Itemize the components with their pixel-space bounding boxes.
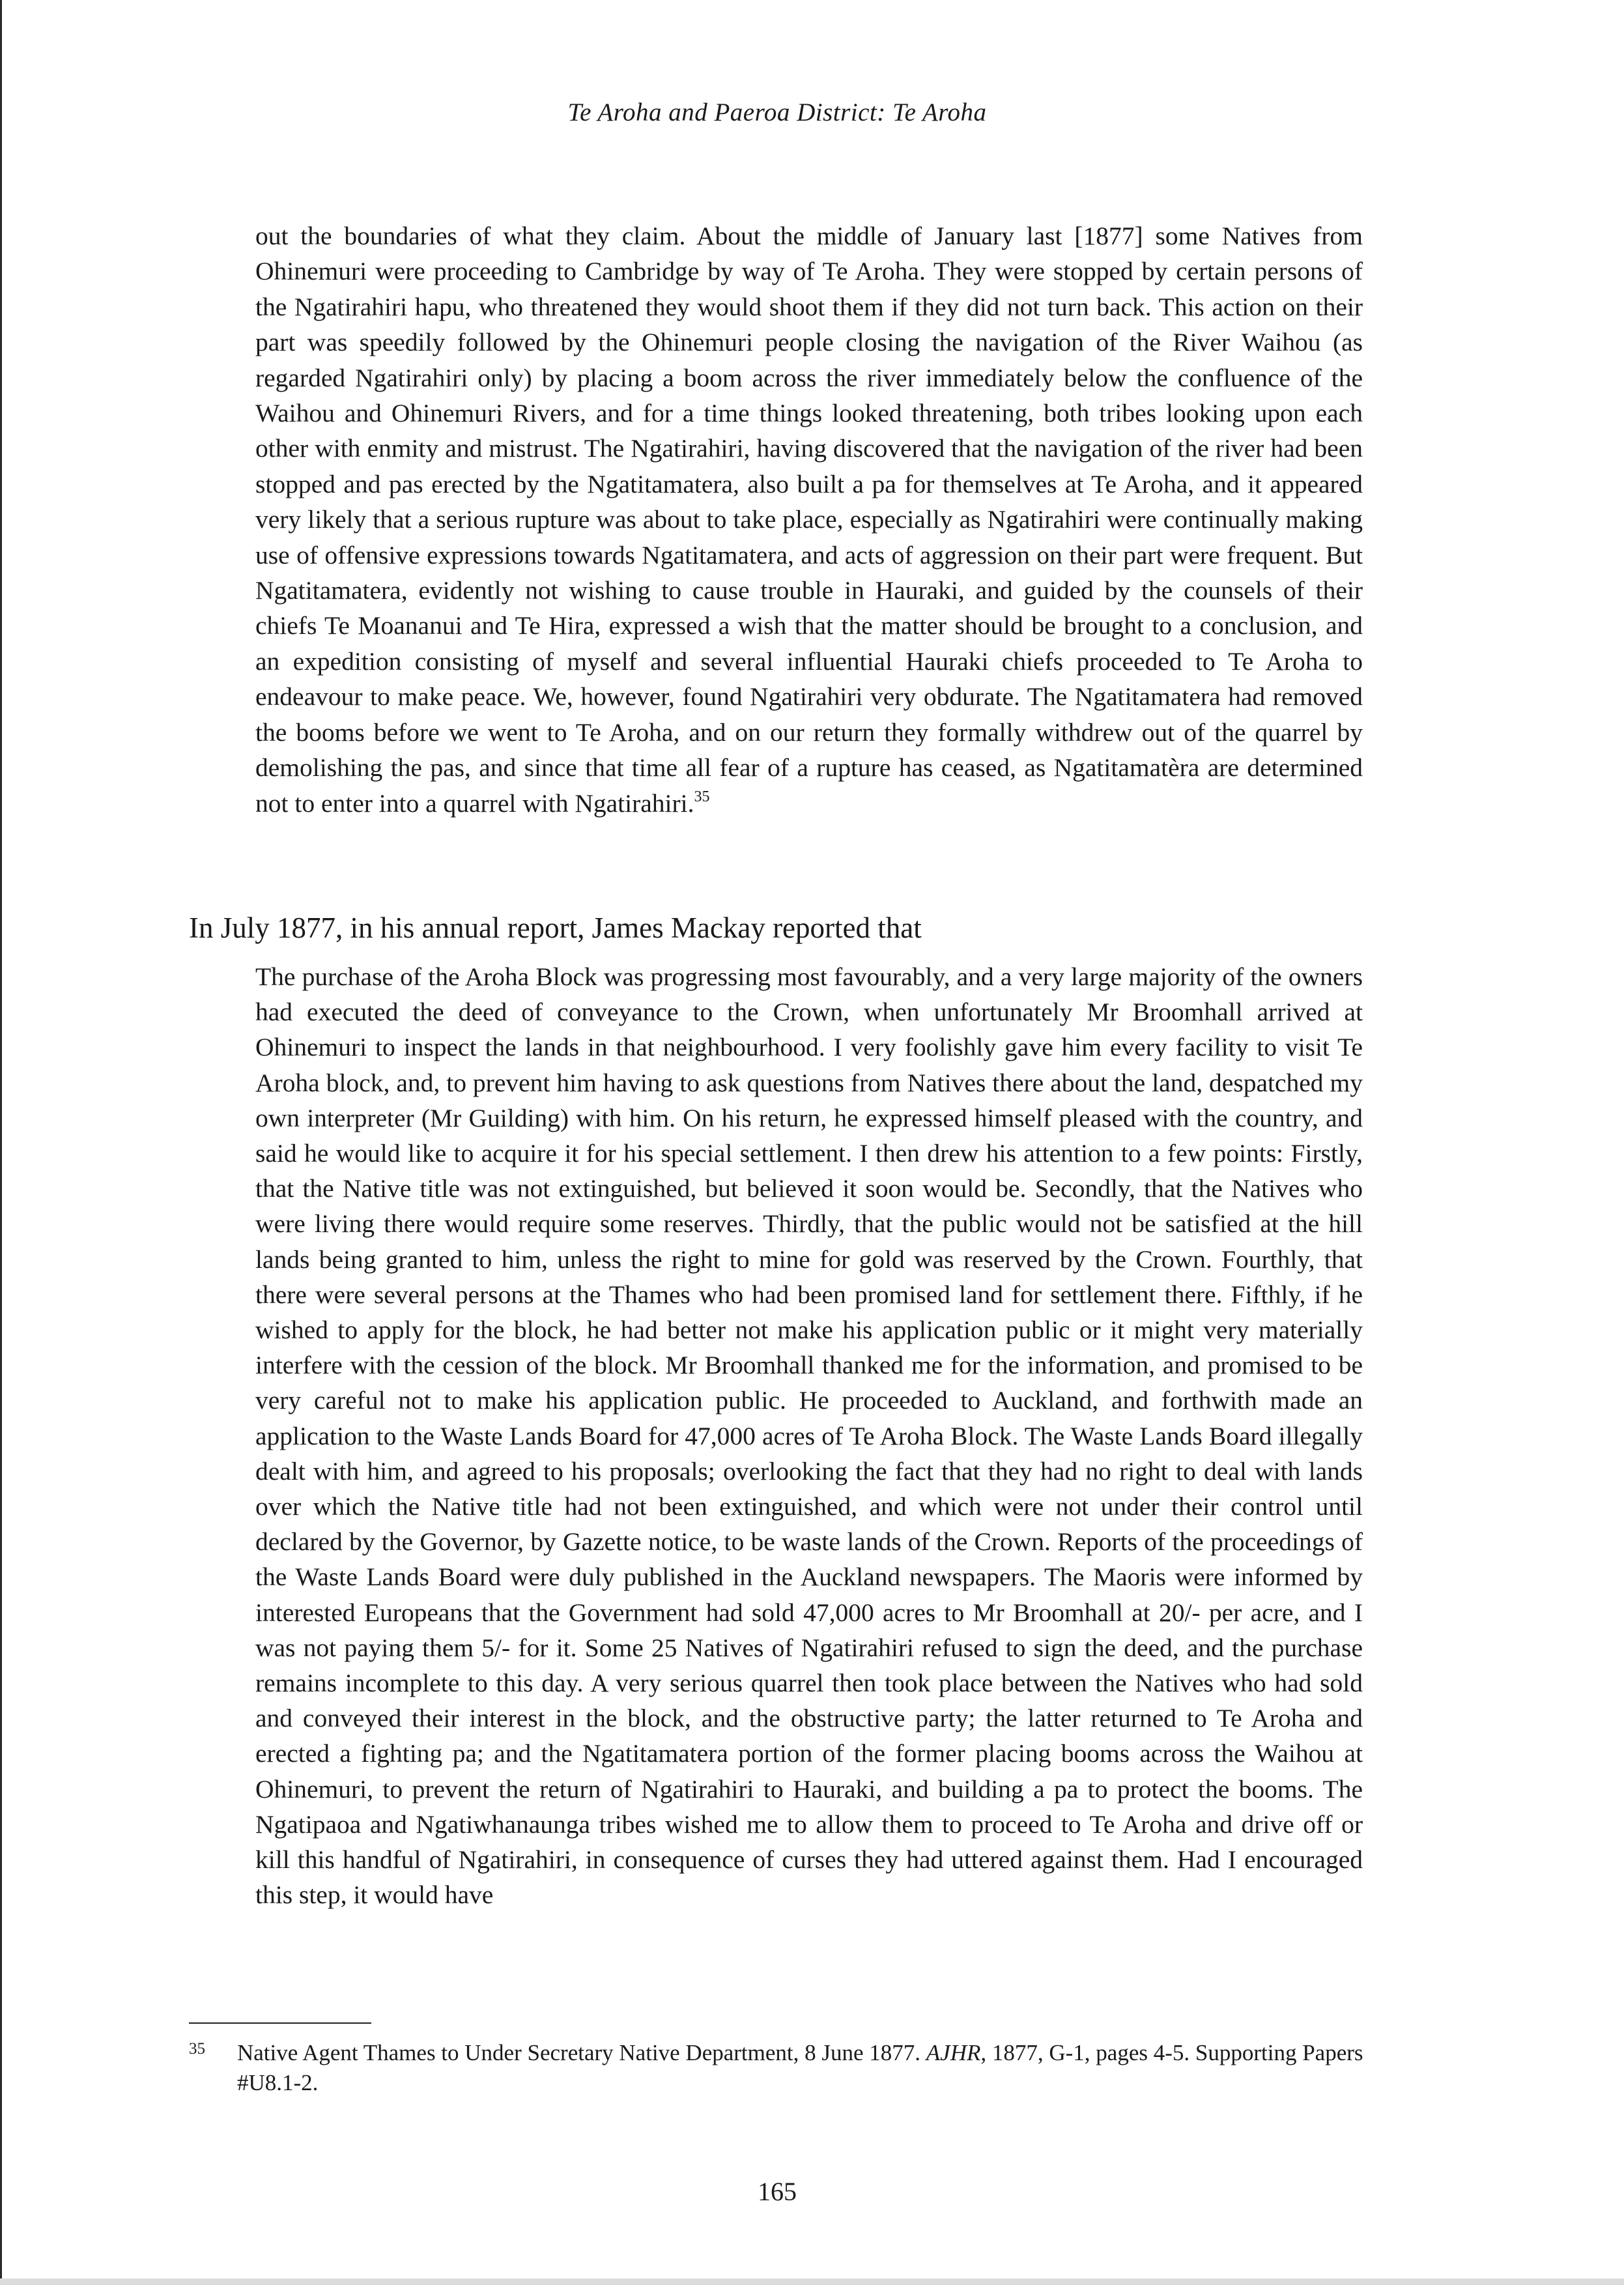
footnote [189, 2038, 1368, 2098]
scan-edge [0, 0, 2, 2285]
footnote-reference: 35 [694, 788, 710, 805]
footnote-divider [189, 2022, 371, 2024]
quote-text: out the boundaries of what they claim. About the middle of January last [1877] some Natives from Ohinemuri were proceeding to Cambridge by way of Te Aroha. They were stopped by certain persons of the Ngatirahiri hapu, who threatened they would shoot them if they did not turn back. This action on their part was speedily followed by the Ohinemuri people closing the navigation of the River Waihou (as regarded Ngatirahiri only) by placing a boom across the river immediately below the confluence of the Waihou and Ohinemuri Rivers, and for a time things looked threatening, both tribes looking upon each other with enmity and mistrust. The Ngatirahiri, having discovered that the navigation of the river had been stopped and pas erected by the Ngatitamatera, also built a pa for themselves at Te Aroha, and it appeared very likely that a serious rupture was about to take place, especially as Ngatirahiri were continually making use of offensive expressions towards Ngatitamatera, and acts of aggression on their part were frequent. But Ngatitamatera, evidently not wishing to cause trouble in Hauraki, and guided by the counsels of their chiefs Te Moananui and Te Hira, expressed a wish that the matter should be brought to a conclusion, and an expedition consisting of myself and several influential Hauraki chiefs proceeded to Te Aroha to endeavour to make peace. We, however, found Ngatirahiri very obdurate. The Ngatitamatera had removed the booms before we went to Te Aroha, and on our return they formally withdrew out of the quarrel by demolishing the pas, and since that time all fear of a rupture has ceased, as Ngatitamatèra are determined not to enter into a quarrel with Ngatirahiri. [255, 222, 1363, 818]
footnote-journal: AJHR [926, 2040, 981, 2065]
scan-edge [0, 2278, 1624, 2285]
footnote-text-part: , 1877, G-1, pages 4-5. Supporting Papers #U8.1-2. [237, 2040, 1363, 2095]
footnote-text [237, 2038, 1368, 2098]
footnote-text-part: Native Agent Thames to Under Secretary Native Department, 8 June 1877. [237, 2040, 926, 2065]
footnote-number: 35 [189, 2040, 205, 2058]
block-quote-first [255, 218, 1363, 821]
page-number: 165 [758, 2177, 797, 2206]
block-quote-second: The purchase of the Aroha Block was progressing most favourably, and a very large majority of the owners had executed the deed of conveyance to the Crown, when unfortunately Mr Broomhall arrived at Ohinemuri to inspect the lands in that neighbourhood. I very foolishly gave him every facility to visit Te Aroha block, and, to prevent him having to ask questions from Natives there about the land, despatched my own interpreter (Mr Guilding) with him. On his return, he expressed himself pleased with the country, and said he would like to acquire it for his special settlement. I then drew his attention to a few points: Firstly, that the Native title was not extinguished, but believed it soon would be. Secondly, that the Natives who were living there would require some reserves. Thirdly, that the public would not be satisfied at the hill lands being granted to him, unless the right to mine for gold was reserved by the Crown. Fourthly, that there were several persons at the Thames who had been promised land for settlement there. Fifthly, if he wished to apply for the block, he had better not make his application public or it might very materially interfere with the cession of the block. Mr Broomhall thanked me for the information, and promised to be very careful not to make his application public. He proceeded to Auckland, and forthwith made an application to the Waste Lands Board for 47,000 acres of Te Aroha Block. The Waste Lands Board illegally dealt with him, and agreed to his proposals; overlooking the fact that they had no right to deal with lands over which the Native title had not been extinguished, and which were not under their control until declared by the Governor, by Gazette notice, to be waste lands of the Crown. Reports of the proceedings of the Waste Lands Board were duly published in the Auckland newspapers. The Maoris were informed by interested Europeans that the Government had sold 47,000 acres to Mr Broomhall at 20/- per acre, and I was not paying them 5/- for it. Some 25 Natives of Ngatirahiri refused to sign the deed, and the purchase remains incomplete to this day. A very serious quarrel then took place between the Natives who had sold and conveyed their interest in the block, and the obstructive party; the latter returned to Te Aroha and erected a fighting pa; and the Ngatitamatera portion of the former placing booms across the Waihou at Ohinemuri, to prevent the return of Ngatirahiri to Hauraki, and building a pa to protect the booms. The Ngatipaoa and Ngatiwhanaunga tribes wished me to allow them to proceed to Te Aroha and drive off or kill this handful of Ngatirahiri, in consequence of curses they had uttered against them. Had I encouraged this step, it would have [255, 962, 1363, 1910]
running-head: Te Aroha and Paeroa District: Te Aroha [567, 98, 987, 126]
body-paragraph: In July 1877, in his annual report, James Mackay reported that [189, 912, 922, 944]
